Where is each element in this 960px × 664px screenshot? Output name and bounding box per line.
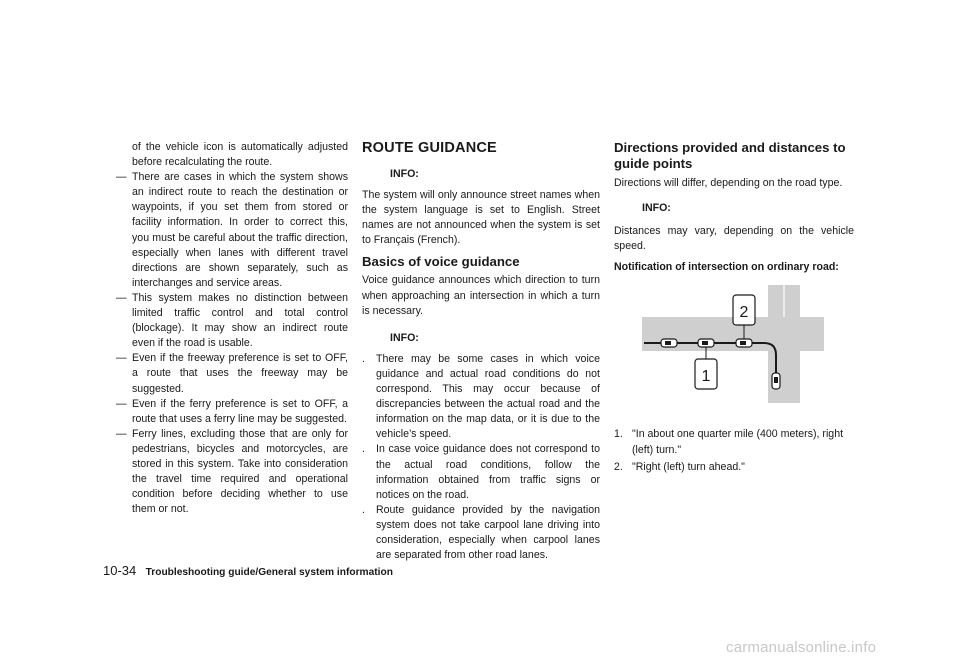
info-label: INFO: [390,331,419,344]
dash-text: Even if the ferry preference is set to OFF, a route that uses a ferry line may be suggested. [132,397,348,425]
voice-guidance-heading: Basics of voice guidance [362,254,520,270]
road-type-paragraph: Directions will differ, depending on the road type. [614,177,843,189]
section-title: Troubleshooting guide/General system information [145,567,393,578]
callout-1-label: 1 [701,368,711,386]
dash-text: Even if the freeway preference is set to OFF, a route that uses the freeway may be suggested. [132,352,348,395]
watermark: carmanualsonline.info [726,639,877,656]
bullet-mark: . [362,352,365,365]
list-text: "In about one quarter mile (400 meters), right (left) turn." [632,428,844,456]
column-3 [614,140,854,475]
dash-item [116,351,348,396]
dash-text: There are cases in which the system shows an indirect route to reach the destination or waypoints, if you set them from stored or facility information. In order to correct this, you must be careful about the traffic direction, especially when lanes with different travel directions are shown separately, such as interchanges and service areas. [132,171,348,289]
bullet-text: In case voice guidance does not correspond to the actual road conditions, follow the information obtained from traffic signs or notices on the road. [376,443,600,501]
info-label: INFO: [390,168,419,180]
list-text: "Right (left) turn ahead." [632,460,745,473]
column-2 [362,140,600,563]
bullet-mark: . [362,503,365,516]
car-icon [736,339,752,347]
column-1 [116,140,348,517]
bullet-item [362,442,600,502]
notification-heading: Notification of intersection on ordinary road: [614,261,839,274]
voice-guidance-paragraph: Voice guidance announces which direction to turn when approaching an intersection in which a turn is necessary. [362,274,600,317]
bullet-mark: . [362,443,365,456]
intro-continuation: of the vehicle icon is automatically adjusted before recalculating the route. [132,141,348,169]
bullet-text: There may be some cases in which voice guidance and actual road conditions do not correspond. This may occur because of discrepancies between the actual road and the information on the map data, or it is due to the vehicle’s speed. [376,352,600,441]
list-number: 2. [614,460,623,473]
dash-mark: — [116,171,127,184]
dash-text: This system makes no distinction between limited traffic control and total control (blockage). It may show an indirect route even if the road is usable. [132,291,348,350]
dash-mark: — [116,291,127,304]
car-icon [772,373,780,389]
guidance-list [614,427,854,474]
callout-2-label: 2 [739,304,749,322]
dash-item [116,291,348,351]
list-item [614,460,854,475]
bullet-item [362,352,600,443]
page-number: 10-34 [103,563,137,578]
page-footer [103,563,393,578]
info-label: INFO: [642,202,671,215]
dash-text: Ferry lines, excluding those that are only for pedestrians, bicycles and motorcycles, are stored in this system. Take into consideration the travel time required and operational condition before deciding whether to use them or not. [132,427,348,516]
car-icon [698,339,714,347]
dash-item [116,170,348,291]
route-guidance-heading: ROUTE GUIDANCE [362,140,497,156]
bullet-text: Route guidance provided by the navigation system does not take carpool lane driving into consideration, especially when carpool lanes are separated from other road lanes. [376,503,600,562]
list-number: 1. [614,428,623,441]
dash-item [116,397,348,427]
dash-item [116,427,348,518]
dash-mark: — [116,397,127,410]
directions-heading: Directions provided and distances to guide points [614,140,846,171]
car-icon [661,339,677,347]
distance-paragraph: Distances may vary, depending on the vehicle speed. [614,225,854,253]
intersection-diagram [614,285,854,403]
list-item [614,427,854,457]
bullet-item [362,503,600,563]
dash-mark: — [116,427,127,440]
language-paragraph: The system will only announce street names when the system language is set to English. Street names are not announced when the system is set to Français (French). [362,189,600,247]
dash-mark: — [116,352,127,365]
